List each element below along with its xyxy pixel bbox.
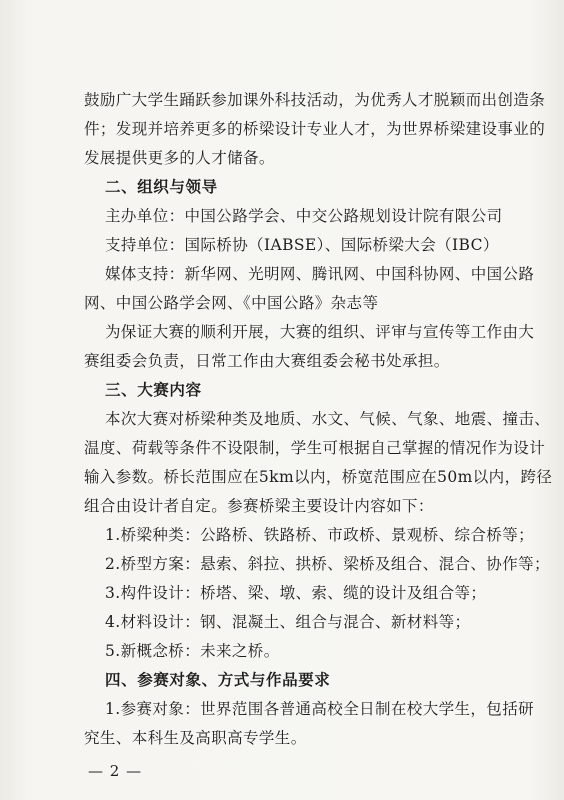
list-item-3: 3.构件设计：桥塔、梁、墩、索、缆的设计及组合等；	[105, 584, 487, 602]
content-line-2: 温度、荷载等条件不设限制，学生可根据自己掌握的情况作为设计	[84, 439, 546, 457]
section-heading-2: 二、组织与领导	[105, 177, 218, 196]
committee-line-1: 为保证大赛的顺利开展，大赛的组织、评审与宣传等工作由大	[105, 323, 535, 341]
content-line-1: 本次大赛对桥梁种类及地质、水文、气候、气象、地震、撞击、	[105, 410, 551, 428]
list-item-1: 1.桥梁种类：公路桥、铁路桥、市政桥、景观桥、综合桥等；	[105, 526, 534, 544]
media-line-2: 网、中国公路学会网、《中国公路》杂志等	[84, 294, 379, 312]
participant-line-1: 1.参赛对象：世界范围各普通高校全日制在校大学生，包括研	[105, 700, 534, 718]
supporter-line: 支持单位：国际桥协（IABSE）、国际桥梁大会（IBC）	[105, 236, 499, 254]
list-item-4: 4.材料设计：钢、混凝土、组合与混合、新材料等；	[105, 613, 471, 631]
content-line-3: 输入参数。桥长范围应在5km以内，桥宽范围应在50m以内，跨径	[84, 468, 553, 486]
committee-line-2: 赛组委会负责，日常工作由大赛组委会秘书处承担。	[84, 352, 450, 370]
section-heading-4: 四、参赛对象、方式与作品要求	[105, 670, 331, 689]
content-line-4: 组合由设计者自定。参赛桥梁主要设计内容如下：	[84, 497, 434, 515]
section-heading-3: 三、大赛内容	[105, 380, 202, 399]
list-item-5: 5.新概念桥：未来之桥。	[105, 642, 280, 660]
para-line-1: 鼓励广大学生踊跃参加课外科技活动，为优秀人才脱颖而出创造条	[84, 91, 546, 109]
organizer-line: 主办单位：中国公路学会、中交公路规划设计院有限公司	[105, 207, 503, 225]
page-number: — 2 —	[88, 762, 143, 780]
para-line-2: 件；发现并培养更多的桥梁设计专业人才，为世界桥梁建设事业的	[84, 120, 546, 138]
media-line-1: 媒体支持：新华网、光明网、腾讯网、中国科协网、中国公路	[105, 265, 535, 283]
list-item-2: 2.桥型方案：悬索、斜拉、拱桥、梁桥及组合、混合、协作等；	[105, 555, 550, 573]
participant-line-2: 究生、本科生及高职高专学生。	[84, 729, 307, 747]
para-line-3: 发展提供更多的人才储备。	[84, 149, 275, 167]
